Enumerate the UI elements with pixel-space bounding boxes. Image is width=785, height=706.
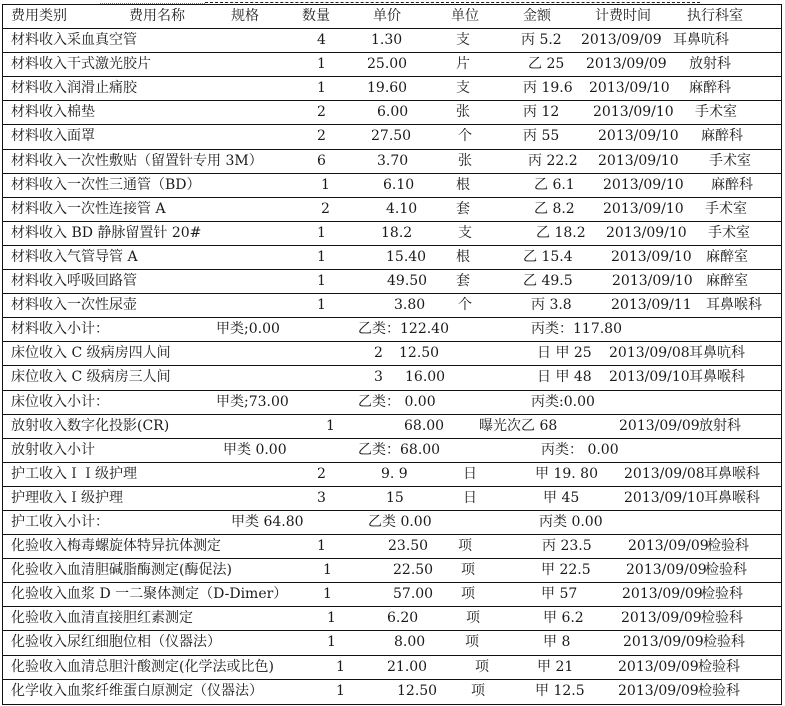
unit-price: 12.50	[397, 682, 438, 699]
subtotal-class-a: 甲类;73.00	[216, 393, 289, 410]
unit-price: 23.50	[388, 538, 429, 555]
header-unit: 单位	[451, 8, 479, 24]
amount: 甲 45	[543, 489, 580, 506]
header-qty: 数量	[302, 8, 330, 24]
quantity: 1	[336, 682, 345, 699]
fee-name: 材料收入棉垫	[11, 104, 95, 121]
quantity: 3	[374, 369, 383, 386]
table-row	[3, 125, 781, 149]
amount: 乙 18.2	[536, 224, 586, 241]
unit: 项	[461, 562, 475, 579]
fee-name: 化验收入血清直接胆红素测定	[11, 610, 193, 627]
billing-time: 2013/09/09	[628, 538, 709, 555]
unit: 项	[461, 586, 475, 603]
department: 放射科	[689, 56, 731, 73]
quantity: 1	[323, 562, 332, 579]
amount: 丙 12	[523, 104, 560, 121]
unit: 个	[458, 297, 472, 314]
amount: 日 甲 48	[537, 369, 592, 386]
unit: 项	[471, 682, 485, 699]
table-row	[3, 583, 781, 607]
unit: 项	[458, 538, 472, 555]
subtotal-label: 材料收入小计：	[11, 321, 109, 338]
subtotal-class-b: 乙类： 0.00	[358, 393, 436, 410]
quantity: 3	[317, 489, 326, 506]
billing-time: 2013/09/10	[603, 200, 684, 217]
table-row	[3, 294, 781, 318]
unit: 套	[456, 273, 470, 290]
quantity: 1	[327, 634, 336, 651]
subtotal-label: 床位收入小计：	[11, 393, 109, 410]
unit-price: 25.00	[367, 56, 408, 73]
header-price: 单价	[373, 8, 401, 24]
billing-time: 2013/09/09	[581, 32, 662, 49]
quantity: 1	[317, 224, 326, 241]
subtotal-row	[3, 511, 781, 535]
unit-price: 8.00	[394, 634, 426, 651]
unit-price: 6.20	[387, 610, 419, 627]
subtotal-label: 放射收入小计	[11, 441, 95, 458]
quantity: 1	[317, 273, 326, 290]
amount: 乙 49.5	[523, 273, 573, 290]
billing-time: 2013/09/09	[618, 682, 699, 699]
subtotal-class-a: 甲类 0.00	[223, 441, 287, 458]
billing-time: 2013/09/10	[598, 128, 679, 145]
department: 检验科	[698, 682, 740, 699]
table-row	[3, 487, 781, 511]
unit: 套	[456, 200, 470, 217]
amount: 甲 8	[543, 634, 571, 651]
header-spec: 规格	[231, 8, 259, 24]
unit: 项	[466, 610, 480, 627]
fee-name: 材料收入呼吸回路管	[11, 273, 137, 290]
unit-price: 15.40	[386, 248, 427, 265]
fee-name: 化验收入血清总胆汁酸测定(化学法或比色)	[11, 658, 274, 675]
department: 耳鼻喉科	[704, 489, 760, 506]
table-row	[3, 559, 781, 583]
fee-name: 材料收入 BD 静脉留置针 20#	[11, 224, 202, 241]
billing-time: 2013/09/10	[603, 176, 684, 193]
fee-name: 材料收入润滑止痛胶	[11, 80, 137, 97]
unit: 日	[463, 465, 477, 482]
fee-name: 材料收入一次性连接管 A	[11, 200, 166, 217]
department: 手术室	[695, 104, 737, 121]
amount: 丙 55	[523, 128, 560, 145]
billing-time: 2013/09/09	[623, 634, 704, 651]
subtotal-class-c: 丙类：117.80	[531, 321, 622, 338]
unit-price: 27.50	[371, 128, 412, 145]
quantity: 1	[336, 658, 345, 675]
unit: 项	[475, 658, 489, 675]
fee-name: 化学收入血浆纤维蛋白原测定（仪器法）	[11, 682, 263, 699]
billing-time: 2013/09/08	[624, 465, 705, 482]
fee-name: 材料收入干式激光胶片	[11, 56, 151, 73]
amount: 曝光次乙 68	[479, 417, 558, 434]
unit-price: 3.80	[394, 297, 426, 314]
billing-time: 2013/09/10	[606, 224, 687, 241]
amount: 丙 5.2	[521, 32, 562, 49]
billing-time: 2013/09/10	[593, 104, 674, 121]
table-row	[3, 631, 781, 655]
amount: 日 甲 25	[537, 345, 592, 362]
department: 检验科	[701, 586, 743, 603]
table-row	[3, 342, 781, 366]
table-row	[3, 366, 781, 390]
unit: 支	[456, 80, 470, 97]
quantity: 4	[317, 32, 326, 49]
billing-time: 2013/09/09	[619, 417, 700, 434]
quantity: 2	[317, 465, 326, 482]
department: 检验科	[705, 562, 747, 579]
billing-time: 2013/09/10	[598, 152, 679, 169]
department: 耳鼻喉科	[689, 369, 745, 386]
subtotal-class-b: 乙类：68.00	[358, 441, 441, 458]
unit: 项	[465, 634, 479, 651]
department: 耳鼻喉科	[704, 465, 760, 482]
amount: 甲 22.5	[541, 562, 591, 579]
department: 手术室	[708, 224, 750, 241]
amount: 乙 25	[528, 56, 565, 73]
billing-time: 2013/09/09	[622, 586, 703, 603]
quantity: 2	[317, 104, 326, 121]
amount: 甲 6.2	[543, 610, 584, 627]
billing-time: 2013/09/10	[612, 273, 693, 290]
quantity: 1	[317, 56, 326, 73]
unit: 根	[456, 176, 470, 193]
fee-name: 化验收入血浆 D 一二聚体测定（D-Dimer）	[11, 586, 288, 603]
table-row	[3, 29, 781, 53]
department: 麻醉室	[706, 273, 748, 290]
fee-name: 材料收入一次性敷贴（留置针专用 3M）	[11, 152, 263, 169]
fee-name: 材料收入面罩	[11, 128, 95, 145]
billing-time: 2013/09/08	[609, 345, 690, 362]
amount: 丙 22.2	[528, 152, 578, 169]
fee-name: 材料收入气管导管 A	[11, 248, 138, 265]
fee-name: 材料收入一次性三通管（BD）	[11, 176, 201, 193]
table-row	[3, 77, 781, 101]
table-row	[3, 607, 781, 631]
fee-name: 材料收入一次性尿壶	[11, 297, 137, 314]
unit: 个	[458, 128, 472, 145]
unit-price: 49.50	[387, 273, 428, 290]
header-name: 费用名称	[129, 8, 185, 24]
billing-time: 2013/09/10	[589, 80, 670, 97]
amount: 乙 6.1	[534, 176, 575, 193]
subtotal-class-c: 丙类： 0.00	[541, 441, 619, 458]
unit-price: 57.00	[393, 586, 434, 603]
amount: 甲 57	[541, 586, 578, 603]
subtotal-class-c: 丙类:0.00	[531, 393, 595, 410]
department: 麻醉室	[706, 248, 748, 265]
fee-name: 放射收入数字化投影(CR)	[11, 417, 170, 434]
header-category: 费用类别	[11, 8, 67, 24]
department: 麻醉科	[701, 128, 743, 145]
unit: 支	[456, 32, 470, 49]
billing-time: 2013/09/10	[609, 369, 690, 386]
fee-detail-table	[2, 4, 782, 705]
subtotal-row	[3, 439, 781, 463]
unit-price: 3.70	[377, 152, 409, 169]
amount: 乙 8.2	[534, 200, 575, 217]
table-row	[3, 680, 781, 704]
subtotal-class-b: 乙类 0.00	[368, 513, 432, 530]
billing-time: 2013/09/10	[611, 248, 692, 265]
unit-price: 19.60	[367, 80, 408, 97]
table-row	[3, 463, 781, 487]
amount: 丙 19.6	[523, 80, 573, 97]
fee-name: 床位收入 C 级病房三人间	[11, 369, 171, 386]
quantity: 1	[326, 417, 335, 434]
quantity: 1	[317, 248, 326, 265]
subtotal-row	[3, 318, 781, 342]
quantity: 1	[317, 538, 326, 555]
quantity: 2	[317, 128, 326, 145]
unit-price: 1.30	[371, 32, 403, 49]
department: 耳鼻吭科	[673, 32, 729, 49]
table-header-row	[3, 5, 781, 29]
quantity: 1	[323, 586, 332, 603]
billing-time: 2013/09/09	[621, 610, 702, 627]
header-time: 计费时间	[595, 8, 651, 24]
unit-price: 16.00	[405, 369, 446, 386]
fee-name: 床位收入 C 级病房四人间	[11, 345, 171, 362]
department: 手术室	[709, 152, 751, 169]
table-row	[3, 222, 781, 246]
unit-price: 12.50	[399, 345, 440, 362]
billing-time: 2013/09/09	[618, 658, 699, 675]
table-row	[3, 270, 781, 294]
subtotal-class-a: 甲类 64.80	[231, 513, 304, 530]
amount: 甲 19. 80	[535, 465, 598, 482]
table-row	[3, 174, 781, 198]
subtotal-label: 护工收入小计：	[11, 513, 109, 530]
unit: 日	[463, 489, 477, 506]
amount: 乙 15.4	[523, 248, 573, 265]
table-row	[3, 150, 781, 174]
department: 麻醉科	[711, 176, 753, 193]
subtotal-class-c: 丙类 0.00	[539, 513, 603, 530]
department: 检验科	[703, 634, 745, 651]
unit: 支	[458, 224, 472, 241]
unit: 张	[458, 152, 472, 169]
billing-time: 2013/09/09	[626, 562, 707, 579]
quantity: 2	[374, 345, 383, 362]
unit-price: 6.00	[377, 104, 409, 121]
unit-price: 18.2	[381, 224, 413, 241]
unit-price: 21.00	[387, 658, 428, 675]
table-row	[3, 656, 781, 680]
subtotal-class-b: 乙类：122.40	[358, 321, 449, 338]
subtotal-class-a: 甲类;0.00	[216, 321, 280, 338]
table-row	[3, 415, 781, 439]
quantity: 6	[317, 152, 326, 169]
quantity: 1	[317, 80, 326, 97]
unit-price: 15	[386, 489, 404, 506]
unit-price: 68.00	[404, 417, 445, 434]
unit: 片	[456, 56, 470, 73]
fee-name: 化验收入梅毒螺旋体特异抗体测定	[11, 538, 221, 555]
department: 检验科	[701, 610, 743, 627]
unit-price: 4.10	[386, 200, 418, 217]
billing-time: 2013/09/10	[624, 489, 705, 506]
department: 耳鼻吭科	[689, 345, 745, 362]
fee-name: 化验收入血清胆碱脂酶测定(酶促法)	[11, 562, 232, 579]
table-row	[3, 198, 781, 222]
fee-name: 护工收入ＩＩ级护理	[11, 465, 137, 482]
fee-name: 护理收入Ｉ级护理	[11, 489, 123, 506]
unit-price: 22.50	[393, 562, 434, 579]
amount: 甲 21	[537, 658, 574, 675]
department: 检验科	[707, 538, 749, 555]
header-dept: 执行科室	[687, 8, 743, 24]
quantity: 1	[327, 610, 336, 627]
amount: 丙 23.5	[542, 538, 592, 555]
unit: 张	[456, 104, 470, 121]
quantity: 1	[321, 176, 330, 193]
table-row	[3, 101, 781, 125]
unit: 根	[456, 248, 470, 265]
subtotal-row	[3, 391, 781, 415]
table-row	[3, 246, 781, 270]
header-amount: 金额	[523, 8, 551, 24]
department: 放射科	[699, 417, 741, 434]
dashed-line	[205, 2, 700, 3]
quantity: 1	[317, 297, 326, 314]
department: 麻醉科	[689, 80, 731, 97]
unit-price: 9. 9	[381, 465, 408, 482]
billing-time: 2013/09/09	[586, 56, 667, 73]
billing-time: 2013/09/11	[611, 297, 692, 314]
amount: 甲 12.5	[535, 682, 585, 699]
quantity: 2	[321, 200, 330, 217]
department: 手术室	[705, 200, 747, 217]
amount: 丙 3.8	[531, 297, 572, 314]
fee-name: 化验收入尿红细胞位相（仪器法）	[11, 634, 221, 651]
table-row	[3, 53, 781, 77]
department: 耳鼻喉科	[706, 297, 762, 314]
department: 检验科	[698, 658, 740, 675]
table-row	[3, 535, 781, 559]
unit-price: 6.10	[383, 176, 415, 193]
fee-name: 材料收入采血真空管	[11, 32, 137, 49]
